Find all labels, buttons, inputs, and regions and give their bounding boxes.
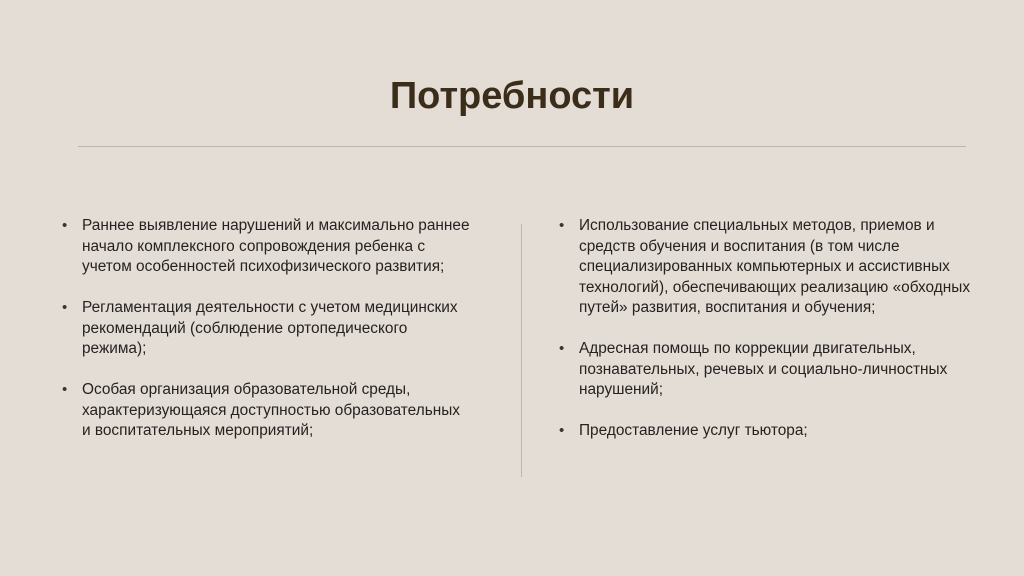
bullet-item <box>559 339 974 401</box>
bullet-text: Адресная помощь по коррекции двигательных, познавательных, речевых и социально-личностных нарушений; <box>579 340 948 398</box>
bullet-icon: • <box>559 340 565 357</box>
bullet-text: Особая организация образовательной среды, характеризующаяся доступностью образовательных и воспитательных мероприятий; <box>82 381 460 439</box>
bullet-text: Использование специальных методов, приемов и средств обучения и воспитания (в том числе специализированных компьютерных и ассистивных технологий), обеспечивающих реализацию «обходных путей» развития, воспитания и обучения; <box>579 217 971 316</box>
bullet-item <box>62 216 472 278</box>
title-divider <box>78 146 966 147</box>
bullet-icon: • <box>62 381 68 398</box>
bullet-text: Раннее выявление нарушений и максимально раннее начало комплексного сопровождения ребенка с учетом особенностей психофизического развития; <box>82 217 470 275</box>
bullet-item <box>62 298 472 360</box>
bullet-icon: • <box>62 217 68 234</box>
left-bullet-list <box>62 216 472 462</box>
bullet-text: Регламентация деятельности с учетом медицинских рекомендаций (соблюдение ортопедического режима); <box>82 299 458 357</box>
bullet-icon: • <box>62 299 68 316</box>
column-divider <box>521 224 522 477</box>
slide-title: Потребности <box>389 75 635 117</box>
bullet-text: Предоставление услуг тьютора; <box>579 422 808 439</box>
bullet-item <box>559 216 974 319</box>
right-bullet-list <box>559 216 974 462</box>
bullet-icon: • <box>559 217 565 234</box>
bullet-item <box>559 421 974 442</box>
bullet-item <box>62 380 472 442</box>
bullet-icon: • <box>559 422 565 439</box>
